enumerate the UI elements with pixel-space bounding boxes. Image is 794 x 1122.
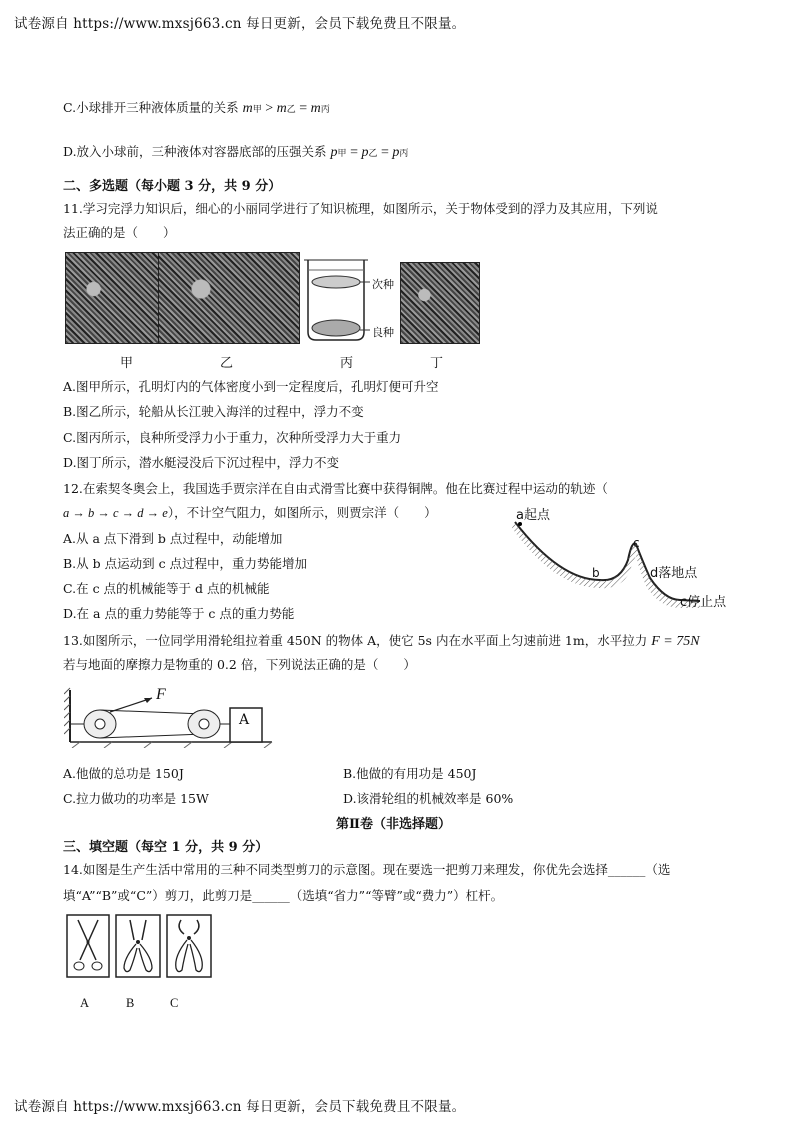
pulley-force-label: F [156, 686, 166, 703]
q14-scissors-diagram [66, 914, 216, 980]
q11-stem-line2: 法正确的是（ ） [63, 225, 176, 240]
scissors-label-c: C [170, 996, 179, 1010]
q11-photo-ding [400, 262, 480, 344]
track-label-c: c [633, 536, 640, 550]
q13-option-d: D.该滑轮组的机械效率是 60% [343, 791, 514, 806]
q12-option-c: C.在 c 点的机械能等于 d 点的机械能 [63, 581, 270, 596]
section-2-title: 二、多选题（每小题 3 分，共 9 分） [63, 179, 282, 194]
page-footer: 试卷源自 https://www.mxsj663.cn 每日更新，会员下载免费且不限量。 [14, 1099, 466, 1115]
q12-track: a → b → c → d → e [63, 506, 168, 520]
q11-option-a: A.图甲所示，孔明灯内的气体密度小到一定程度后，孔明灯便可升空 [63, 379, 439, 394]
q14-stem-line1: 14.如图是生产生活中常用的三种不同类型剪刀的示意图。现在要选一把剪刀来理发，你优先会选择______（选 [63, 862, 671, 877]
q11-stem-line1: 11.学习完浮力知识后，细心的小丽同学进行了知识梳理，如图所示，关于物体受到的浮力及其应用，下列说 [63, 201, 658, 216]
q11-photo-jia [65, 252, 159, 344]
q13-option-b: B.他做的有用功是 450J [343, 766, 477, 781]
q13-option-a: A.他做的总功是 150J [63, 766, 184, 781]
q12-option-b: B.从 b 点运动到 c 点过程中，重力势能增加 [63, 556, 308, 571]
scissors-label-b: B [126, 996, 135, 1010]
q13-stem-line1: 13.如图所示，一位同学用滑轮组拉着重 450N 的物体 A，使它 5s 内在水平面上匀速前进 1m，水平拉力 F = 75N [63, 633, 700, 649]
caption-bing: 丙 [340, 356, 354, 371]
page-header: 试卷源自 https://www.mxsj663.cn 每日更新，会员下载免费且不限量。 [14, 16, 466, 32]
caption-ding: 丁 [430, 356, 444, 371]
q12-stem-line1: 12.在索契冬奥会上，我国选手贾宗洋在自由式滑雪比赛中获得铜牌。他在比赛过程中运动的轨迹（ [63, 481, 608, 496]
beaker-label-liangzhong: 良种 [372, 326, 394, 339]
q13-force-eq: F = 75N [651, 634, 700, 649]
q10-d-math: p甲 = p乙 = p丙 [330, 145, 409, 160]
track-label-e: c停止点 [680, 595, 727, 610]
q12-option-d: D.在 a 点的重力势能等于 c 点的重力势能 [63, 606, 295, 621]
q11-photo-yi [158, 252, 300, 344]
part-2-title: 第Ⅱ卷（非选择题） [336, 817, 451, 832]
q13-stem-line2: 若与地面的摩擦力是物重的 0.2 倍，下列说法正确的是（ ） [63, 657, 416, 672]
scissors-label-a: A [80, 996, 90, 1010]
track-label-d: d落地点 [650, 566, 698, 581]
q11-option-b: B.图乙所示，轮船从长江驶入海洋的过程中，浮力不变 [63, 404, 364, 419]
section-3-title: 三、填空题（每空 1 分，共 9 分） [63, 840, 269, 855]
pulley-block-label: A [239, 712, 250, 728]
q11-option-c: C.图丙所示，良种所受浮力小于重力，次种所受浮力大于重力 [63, 430, 402, 445]
q12-option-a: A.从 a 点下滑到 b 点过程中，动能增加 [63, 531, 283, 546]
q10-c-math: m甲 > m乙 = m丙 [242, 101, 330, 116]
caption-yi: 乙 [220, 356, 234, 371]
caption-jia: 甲 [120, 356, 134, 371]
track-label-b: b [592, 566, 600, 580]
beaker-label-cizhong: 次种 [372, 278, 394, 291]
q13-option-c: C.拉力做功的功率是 15W [63, 791, 209, 806]
q14-stem-line2: 填“A”“B”或“C”）剪刀，此剪刀是______（选填“省力”“等臂”或“费力”）杠杆。 [63, 888, 504, 903]
q11-option-d: D.图丁所示，潜水艇浸没后下沉过程中，浮力不变 [63, 455, 340, 470]
q10-option-c: C.小球排开三种液体质量的关系 m甲 > m乙 = m丙 [63, 100, 330, 116]
q12-stem-line2: a → b → c → d → e），不计空气阻力，如图所示，则贾宗洋（ ） [63, 505, 437, 520]
track-label-a: a起点 [516, 508, 550, 523]
q10-option-d: D.放入小球前，三种液体对容器底部的压强关系 p甲 = p乙 = p丙 [63, 144, 409, 160]
